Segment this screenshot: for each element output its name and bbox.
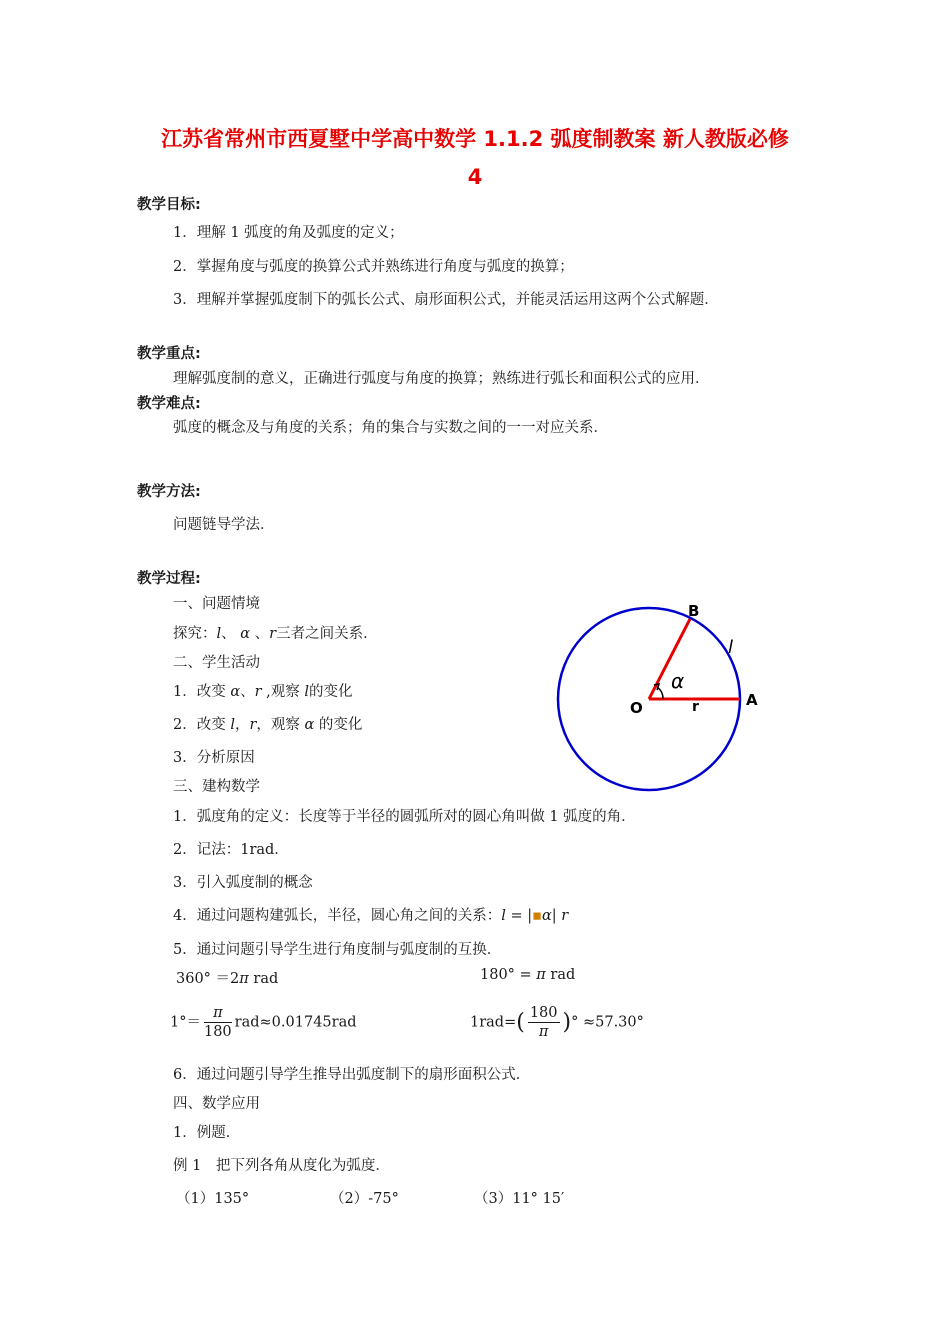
section-problem-situation: 一、问题情境 [173, 596, 260, 612]
process-heading: 教学过程: [137, 571, 201, 587]
activity-item: 1．改变 α、r ,观察 l的变化 [173, 684, 353, 700]
section-construct-math: 三、建构数学 [173, 779, 260, 795]
key-heading: 教学重点: [137, 346, 201, 362]
method-text: 问题链导学法． [173, 517, 275, 533]
formula-360: 360° ＝2π rad [176, 971, 279, 987]
goals-heading: 教学目标: [137, 197, 201, 213]
construct-item: 2．记法：1rad． [173, 842, 289, 858]
label-a: A [746, 691, 758, 709]
page-title [120, 120, 830, 196]
difficulty-heading: 教学难点: [137, 396, 201, 412]
key-text: 理解弧度制的意义，正确进行弧度与角度的换算；熟练进行弧长和面积公式的应用． [173, 371, 710, 387]
application-item: 1．例题． [173, 1125, 241, 1141]
label-b: B [688, 602, 700, 620]
construct-item: 1．弧度角的定义：长度等于半径的圆弧所对的圆心角叫做 1 弧度的角． [173, 809, 636, 825]
goal-item: 1．理解 1 弧度的角及弧度的定义； [173, 225, 404, 241]
fraction: $\frac{\pi}{180}$ [203, 1005, 232, 1040]
construct-item-arc-formula: 4．通过问题构建弧长，半径，圆心角之间的关系：l = |▪α| r [173, 908, 569, 924]
formula-one-degree: 1°＝ $\frac{\pi}{180}$ rad≈0.01745rad [170, 1005, 357, 1040]
goal-item: 2．掌握角度与弧度的换算公式并熟练进行角度与弧度的换算； [173, 259, 574, 275]
label-r: r [692, 699, 699, 715]
activity-item: 3．分析原因 [173, 750, 255, 766]
formula-one-rad: 1rad=( $\frac{180}{\pi}$ )° ≈57.30° [470, 1005, 644, 1040]
construct-item: 3．引入弧度制的概念 [173, 875, 313, 891]
unit-circle-figure [545, 595, 775, 800]
label-alpha: α [671, 669, 685, 693]
construct-item: 5．通过问题引导学生进行角度制与弧度制的互换． [173, 942, 502, 958]
example-item: （2）-75° [330, 1191, 399, 1207]
example-item: （3）11° 15′ [474, 1191, 565, 1207]
explore-line: 探究：l、 α 、r三者之间关系． [173, 626, 378, 642]
title-line-2: 4 [467, 165, 483, 189]
title-line-1: 江苏省常州市西夏墅中学高中数学 1.1.2 弧度制教案 新人教版必修 [161, 127, 789, 151]
construct-item: 6．通过问题引导学生推导出弧度制下的扇形面积公式． [173, 1067, 531, 1083]
goal-item: 3．理解并掌握弧度制下的弧长公式、扇形面积公式，并能灵活运用这两个公式解题． [173, 292, 719, 308]
method-heading: 教学方法: [137, 484, 201, 500]
formula-180: 180° = π rad [480, 967, 576, 983]
example-1: 例 1 把下列各角从度化为弧度． [173, 1158, 390, 1174]
label-l: l [728, 637, 734, 658]
activity-item: 2．改变 l，r，观察 α 的变化 [173, 717, 363, 733]
label-o: O [630, 699, 643, 717]
difficulty-text: 弧度的概念及与角度的关系；角的集合与实数之间的一一对应关系． [173, 420, 608, 436]
fraction: $\frac{180}{\pi}$ [529, 1005, 558, 1040]
example-item: （1）135° [176, 1191, 250, 1207]
section-math-application: 四、数学应用 [173, 1096, 260, 1112]
section-student-activity: 二、学生活动 [173, 655, 260, 671]
